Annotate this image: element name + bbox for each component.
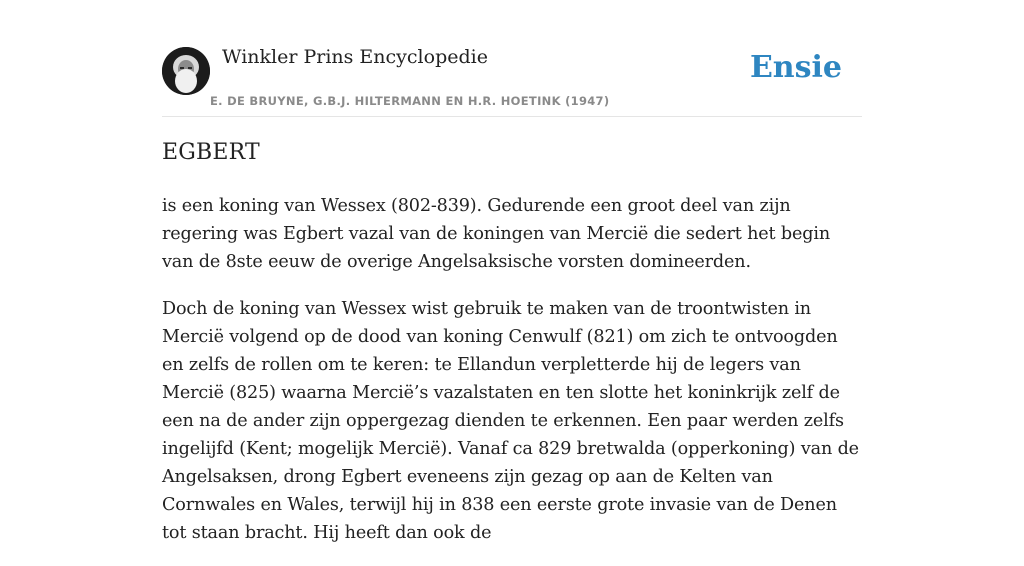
paragraph: Doch de koning van Wessex wist gebruik te maken van de troontwisten in Mercië volgend op de dood van koning Cenwulf (821) om zich te ontvoogden en zelfs de rollen om te keren: te Ellandun verpletterde hij de legers van Mercië (825) waarna Mercië’s vazalstaten en ten slotte het koninkrijk zelf de een na de ander zijn oppergezag dienden te erkennen. Een paar werden zelfs ingelijfd (Kent; mogelijk Mercië). Vanaf ca 829 bretwalda (opperkoning) van de Angelsaksen, drong Egbert eveneens zijn gezag op aan de Kelten van Cornwales en Wales, terwijl hij in 838 een eerste grote invasie van de Denen tot staan bracht. Hij heeft dan ook de <box>162 299 859 543</box>
ensie-logo[interactable]: Ensie <box>749 50 842 85</box>
entry-body <box>162 192 862 566</box>
paragraph: is een koning van Wessex (802-839). Gedurende een groot deel van zijn regering was Egbert vazal van de koningen van Mercië die sedert het begin van de 8ste eeuw de overige Angelsaksische vorsten domineerden. <box>162 196 831 272</box>
entry-title: EGBERT <box>162 140 260 165</box>
site-title[interactable]: Winkler Prins Encyclopedie <box>222 46 488 68</box>
author-portrait <box>162 47 210 95</box>
authors-byline: E. DE BRUYNE, G.B.J. HILTERMANN EN H.R. HOETINK (1947) <box>210 94 610 108</box>
site-header <box>162 0 862 117</box>
page <box>162 0 862 543</box>
